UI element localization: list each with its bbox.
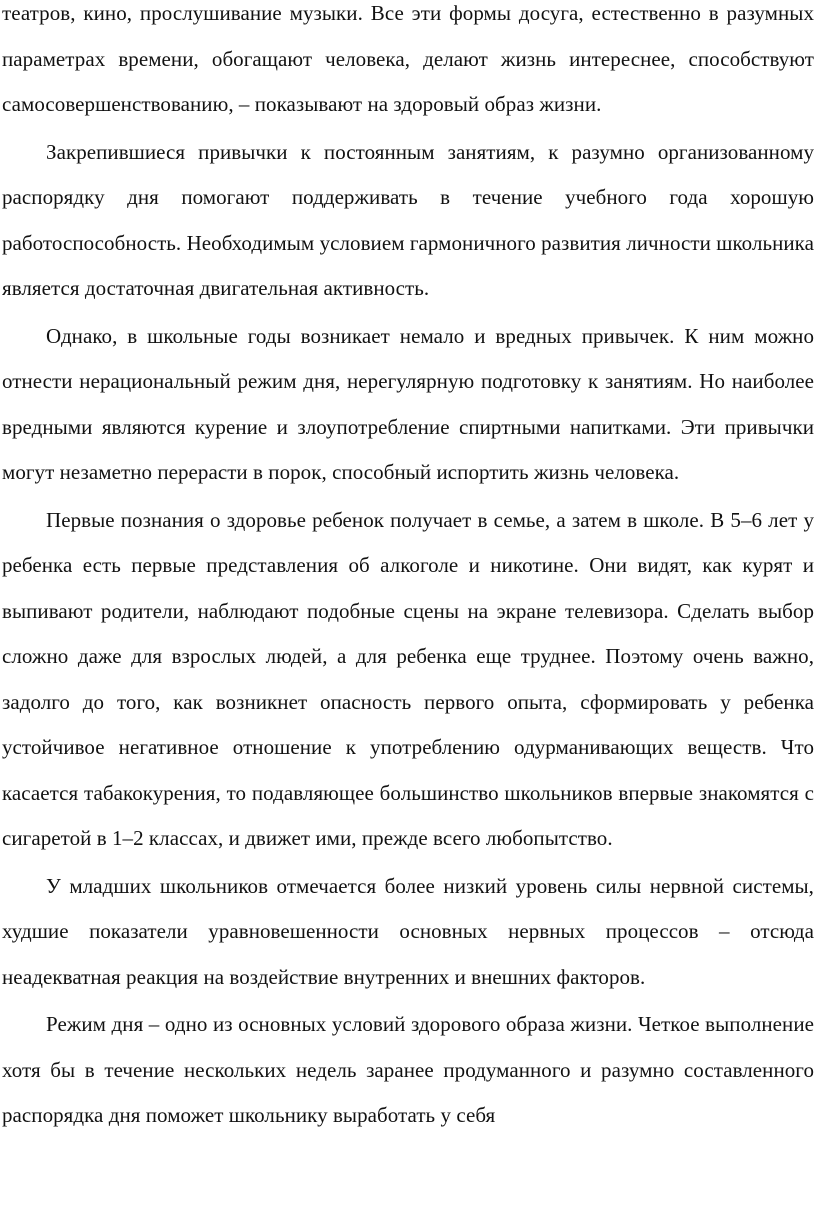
paragraph: Закрепившиеся привычки к постоянным занятиям, к разумно организованному распорядку дня помогают поддерживать в течение учебного года хорошую работоспособность. Необходимым условием гармоничного развития личности школьника является достаточная двигательная активность.	[2, 139, 814, 300]
paragraph: Однако, в школьные годы возникает немало и вредных привычек. К ним можно отнести нерациональный режим дня, нерегулярную подготовку к занятиям. Но наиболее вредными являются курение и злоупотребление спиртными напитками. Эти привычки могут незаметно перерасти в порок, способный испортить жизнь человека.	[2, 323, 814, 484]
paragraph: У младших школьников отмечается более низкий уровень силы нервной системы, худшие показатели уравновешенности основных нервных процессов – отсюда неадекватная реакция на воздействие внутренних и внешних факторов.	[2, 873, 814, 989]
paragraph: Первые познания о здоровье ребенок получает в семье, а затем в школе. В 5–6 лет у ребенка есть первые представления об алкоголе и никотине. Они видят, как курят и выпивают родители, наблюдают подобные сцены на экране телевизора. Сделать выбор сложно даже для взрослых людей, а для ребенка еще труднее. Поэтому очень важно, задолго до того, как возникнет опасность первого опыта, сформировать у ребенка устойчивое негативное отношение к употреблению одурманивающих веществ. Что касается табакокурения, то подавляющее большинство школьников впервые знакомятся с сигаретой в 1–2 классах, и движет ими, прежде всего любопытство.	[2, 507, 814, 850]
paragraph: Режим дня – одно из основных условий здорового образа жизни. Четкое выполнение хотя бы в течение нескольких недель заранее продуманного и разумно составленного распорядка дня поможет школьнику выработать у себя	[2, 1012, 814, 1127]
paragraph-continuation: театров, кино, прослушивание музыки. Все эти формы досуга, естественно в разумных параметрах времени, обогащают человека, делают жизнь интереснее, способствуют самосовершенствованию, – показывают на здоровый образ жизни.	[2, 1, 814, 116]
